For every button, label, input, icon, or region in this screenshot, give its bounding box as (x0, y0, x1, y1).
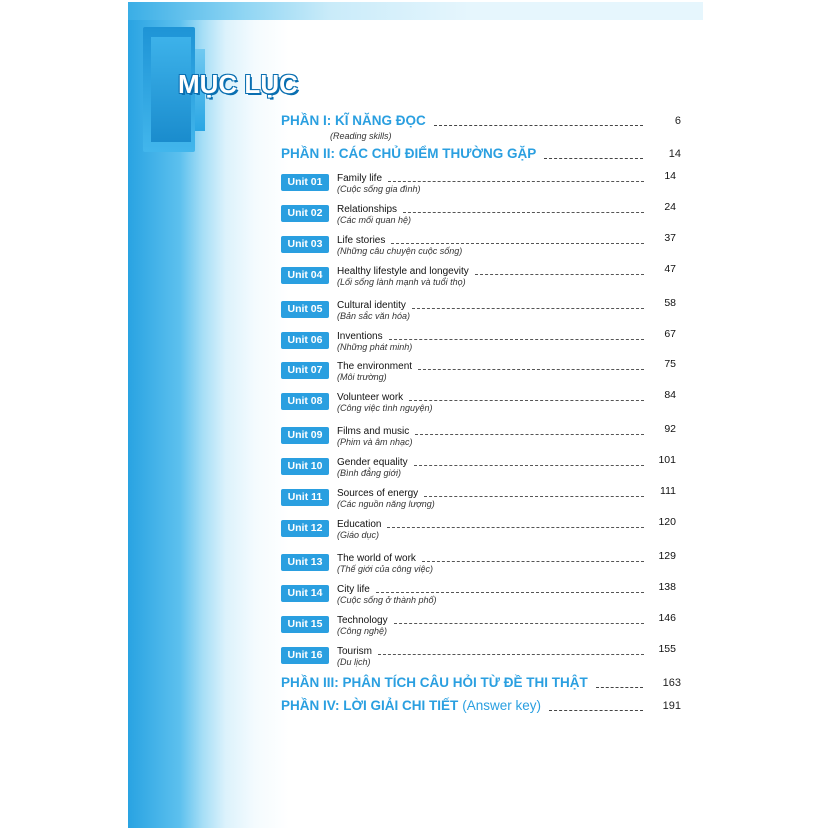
unit-row[interactable] (281, 581, 676, 613)
unit-page: 58 (664, 297, 676, 309)
unit-page: 67 (664, 328, 676, 340)
unit-subtitle: (Bản sắc văn hóa) (337, 311, 411, 321)
unit-row[interactable] (281, 550, 676, 582)
unit-page: 92 (664, 423, 676, 435)
unit-subtitle: (Cuộc sống ở thành phố) (337, 595, 437, 605)
part-3[interactable] (281, 675, 681, 691)
leader-dots (415, 434, 644, 435)
unit-badge: Unit 05 (281, 301, 329, 318)
part-2-page: 14 (668, 148, 681, 160)
unit-title: Relationships (337, 204, 398, 215)
unit-page: 129 (658, 550, 676, 562)
part-1-label: PHẦN I: KĨ NĂNG ĐỌC (281, 113, 426, 128)
unit-subtitle: (Công việc tình nguyện) (337, 403, 433, 413)
unit-title-line (337, 389, 650, 403)
unit-badge: Unit 03 (281, 236, 329, 253)
unit-badge: Unit 10 (281, 458, 329, 475)
unit-title: Tourism (337, 646, 373, 657)
part-1-page: 6 (674, 115, 681, 127)
unit-subtitle: (Những phát minh) (337, 342, 413, 352)
leader-dots (424, 496, 644, 497)
unit-row[interactable] (281, 389, 676, 421)
leader-dots (412, 308, 644, 309)
leader-dots (418, 369, 644, 370)
leader-dots (387, 527, 644, 528)
leader-dots (409, 400, 644, 401)
unit-row[interactable] (281, 297, 676, 329)
unit-subtitle: (Các nguồn năng lượng) (337, 499, 435, 509)
unit-badge: Unit 02 (281, 205, 329, 222)
unit-title: Technology (337, 615, 388, 626)
unit-title-line (337, 201, 650, 215)
unit-title-line (337, 263, 650, 277)
leader-dots (378, 654, 644, 655)
part-4[interactable] (281, 698, 681, 714)
unit-title-line (337, 328, 650, 342)
unit-row[interactable] (281, 485, 676, 517)
unit-subtitle: (Những câu chuyện cuộc sống) (337, 246, 463, 256)
unit-row[interactable] (281, 454, 676, 486)
unit-page: 37 (664, 232, 676, 244)
leader-dots (475, 274, 644, 275)
unit-title-line (337, 581, 650, 595)
unit-subtitle: (Các mối quan hệ) (337, 215, 412, 225)
unit-page: 75 (664, 358, 676, 370)
unit-row[interactable] (281, 201, 676, 233)
unit-title: Life stories (337, 235, 386, 246)
unit-subtitle: (Thế giới của công việc) (337, 564, 433, 574)
unit-title-line (337, 516, 650, 530)
leader-dots (434, 125, 643, 126)
part-4-page: 191 (662, 700, 681, 712)
leader-dots (391, 243, 644, 244)
unit-row[interactable] (281, 516, 676, 548)
unit-row[interactable] (281, 612, 676, 644)
part-4-label: PHẦN IV: LỜI GIẢI CHI TIẾT (281, 698, 459, 713)
part-4-english: (Answer key) (462, 698, 542, 713)
unit-title-line (337, 643, 650, 657)
leader-dots (394, 623, 644, 624)
unit-page: 155 (658, 643, 676, 655)
part-1[interactable] (281, 113, 681, 129)
unit-row[interactable] (281, 423, 676, 455)
top-ribbon (128, 2, 703, 20)
unit-badge: Unit 06 (281, 332, 329, 349)
unit-badge: Unit 04 (281, 267, 329, 284)
part-2-label: PHẦN II: CÁC CHỦ ĐIỂM THƯỜNG GẶP (281, 146, 537, 161)
unit-page: 84 (664, 389, 676, 401)
unit-badge: Unit 13 (281, 554, 329, 571)
unit-badge: Unit 01 (281, 174, 329, 191)
unit-title-line (337, 454, 650, 468)
unit-subtitle: (Công nghệ) (337, 626, 388, 636)
unit-subtitle: (Giáo dục) (337, 530, 380, 540)
unit-title-line (337, 423, 650, 437)
unit-badge: Unit 12 (281, 520, 329, 537)
unit-badge: Unit 09 (281, 427, 329, 444)
unit-page: 146 (658, 612, 676, 624)
unit-title: The world of work (337, 553, 416, 564)
unit-page: 111 (660, 485, 676, 497)
unit-title: Education (337, 519, 382, 530)
unit-badge: Unit 15 (281, 616, 329, 633)
leader-dots (549, 710, 643, 711)
unit-page: 24 (664, 201, 676, 213)
unit-title-line (337, 297, 650, 311)
unit-title: Volunteer work (337, 392, 404, 403)
unit-page: 47 (664, 263, 676, 275)
unit-badge: Unit 11 (281, 489, 329, 506)
unit-subtitle: (Bình đẳng giới) (337, 468, 401, 478)
unit-subtitle: (Lối sống lành mạnh và tuổi thọ) (337, 277, 466, 287)
leader-dots (388, 181, 644, 182)
leader-dots (376, 592, 644, 593)
leader-dots (596, 687, 643, 688)
unit-badge: Unit 08 (281, 393, 329, 410)
unit-page: 101 (658, 454, 676, 466)
part-1-subtitle: (Reading skills) (330, 131, 392, 141)
unit-title: The environment (337, 361, 413, 372)
leader-dots (422, 561, 644, 562)
unit-title-line (337, 358, 650, 372)
part-3-label: PHẦN III: PHÂN TÍCH CÂU HỎI TỪ ĐỀ THI THẬT (281, 675, 588, 690)
unit-row[interactable] (281, 643, 676, 675)
unit-title: Films and music (337, 426, 410, 437)
unit-row[interactable] (281, 263, 676, 295)
unit-subtitle: (Du lịch) (337, 657, 371, 667)
leader-dots (414, 465, 644, 466)
unit-subtitle: (Cuộc sống gia đình) (337, 184, 421, 194)
unit-title: Inventions (337, 331, 383, 342)
unit-page: 138 (658, 581, 676, 593)
part-3-page: 163 (662, 677, 681, 689)
unit-title-line (337, 550, 650, 564)
leader-dots (389, 339, 644, 340)
unit-row[interactable] (281, 328, 676, 360)
unit-subtitle: (Phim và âm nhạc) (337, 437, 413, 447)
unit-badge: Unit 14 (281, 585, 329, 602)
unit-title: Sources of energy (337, 488, 419, 499)
unit-subtitle: (Môi trường) (337, 372, 387, 382)
unit-row[interactable] (281, 170, 676, 202)
part-2[interactable] (281, 146, 681, 162)
unit-page: 14 (664, 170, 676, 182)
unit-title-line (337, 170, 650, 184)
unit-title: Cultural identity (337, 300, 406, 311)
unit-title: City life (337, 584, 370, 595)
unit-title: Gender equality (337, 457, 408, 468)
unit-row[interactable] (281, 232, 676, 264)
unit-title-line (337, 485, 650, 499)
unit-title-line (337, 612, 650, 626)
unit-page: 120 (658, 516, 676, 528)
leader-dots (544, 158, 643, 159)
unit-title: Family life (337, 173, 383, 184)
unit-badge: Unit 07 (281, 362, 329, 379)
unit-title: Healthy lifestyle and longevity (337, 266, 469, 277)
toc-title: MỤC LỤC (178, 69, 298, 99)
leader-dots (403, 212, 644, 213)
unit-title-line (337, 232, 650, 246)
unit-row[interactable] (281, 358, 676, 390)
unit-badge: Unit 16 (281, 647, 329, 664)
